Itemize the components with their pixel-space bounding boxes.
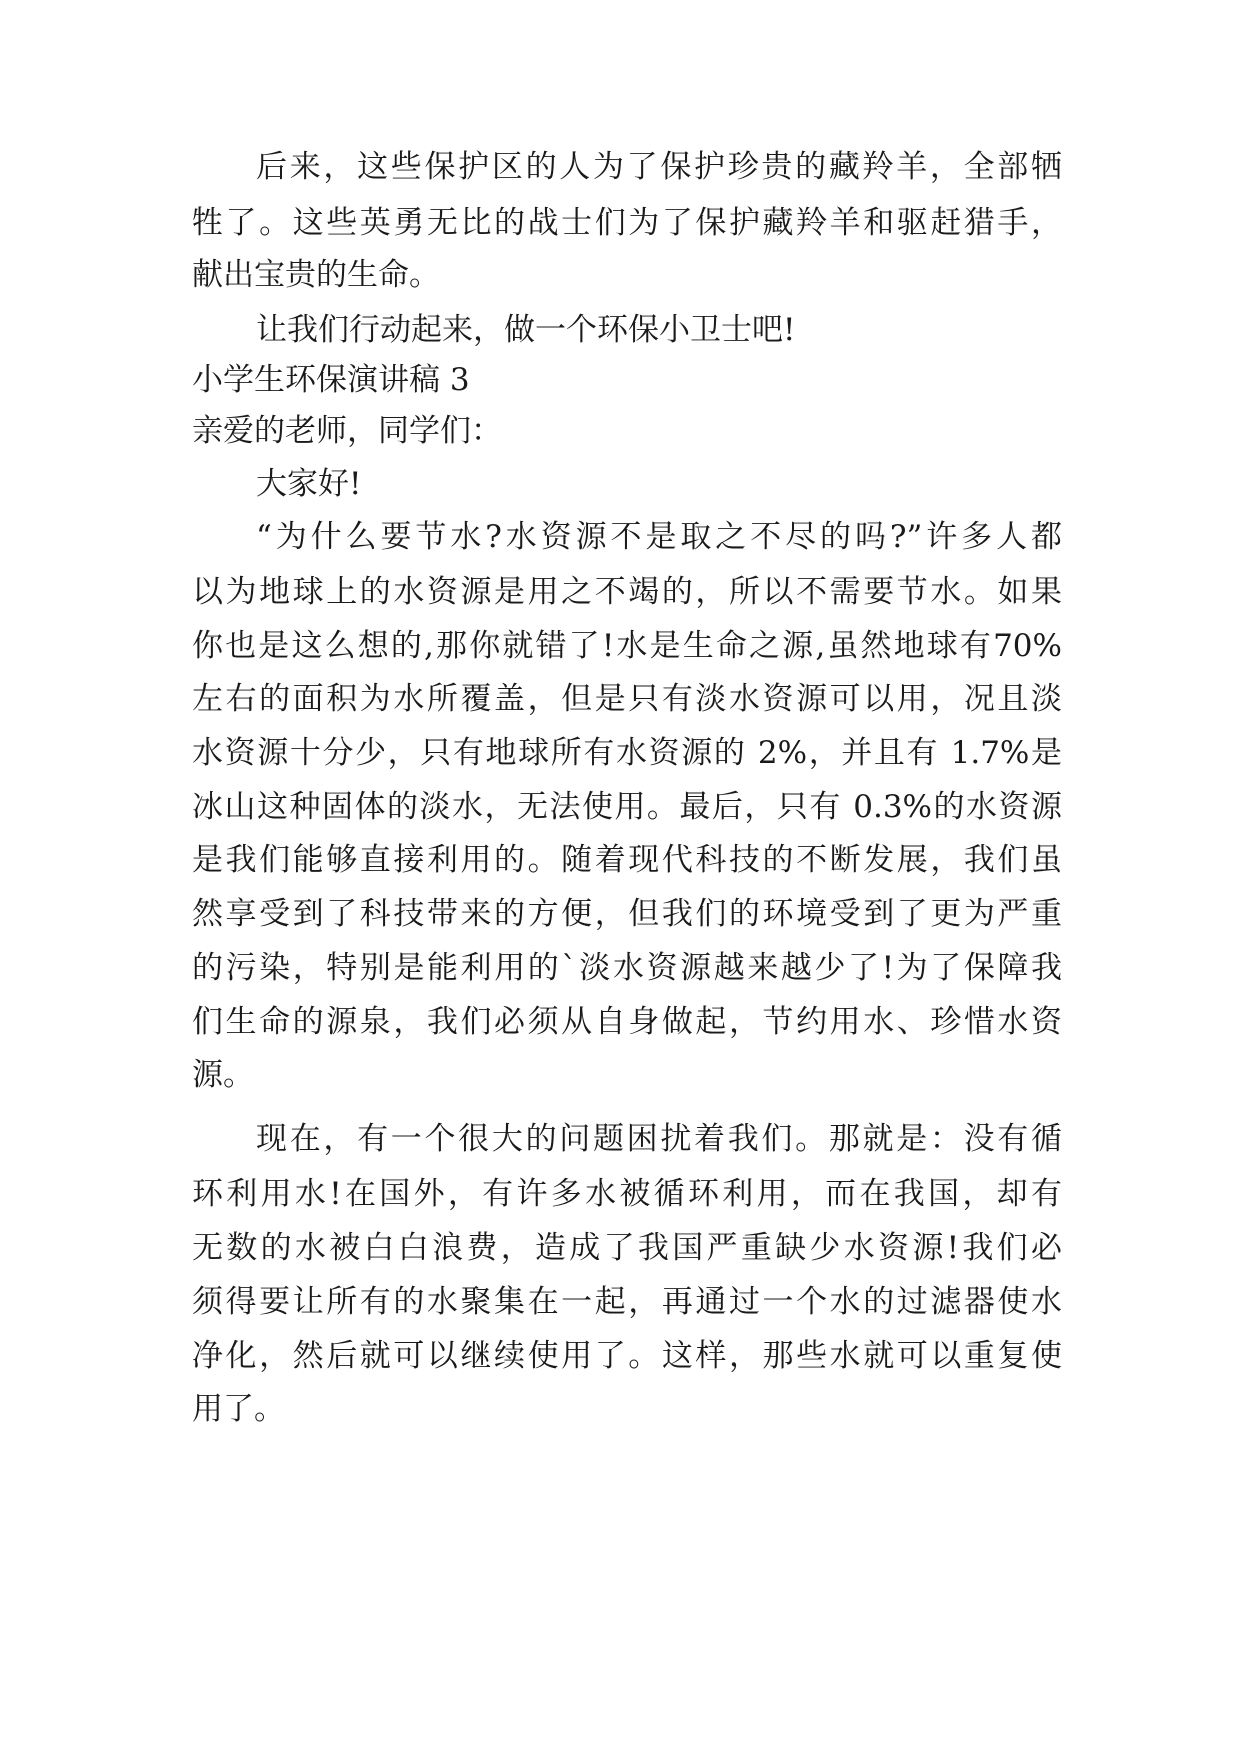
paragraph-line: 牲了。这些英勇无比的战士们为了保护藏羚羊和驱赶猎手， xyxy=(192,205,1062,241)
paragraph-line: 无数的水被白白浪费，造成了我国严重缺少水资源!我们必 xyxy=(192,1230,1062,1266)
paragraph-line: 你也是这么想的,那你就错了!水是生命之源,虽然地球有70% xyxy=(192,628,1062,664)
paragraph-line: 现在，有一个很大的问题困扰着我们。那就是：没有循 xyxy=(256,1121,1062,1157)
paragraph-line: 左右的面积为水所覆盖，但是只有淡水资源可以用，况且淡 xyxy=(192,681,1062,717)
paragraph-line: 用了。 xyxy=(192,1391,285,1427)
paragraph-line: 们生命的源泉，我们必须从自身做起，节约用水、珍惜水资 xyxy=(192,1004,1062,1040)
paragraph-line: 的污染，特别是能利用的`淡水资源越来越少了!为了保障我 xyxy=(192,950,1062,986)
paragraph-line: 后来，这些保护区的人为了保护珍贵的藏羚羊，全部牺 xyxy=(256,149,1062,185)
paragraph-line: 净化，然后就可以继续使用了。这样，那些水就可以重复使 xyxy=(192,1338,1062,1374)
paragraph-line: 源。 xyxy=(192,1057,254,1093)
section-title: 小学生环保演讲稿 3 xyxy=(192,362,470,398)
paragraph-line: “为什么要节水?水资源不是取之不尽的吗?”许多人都 xyxy=(256,519,1062,555)
closing-line: 让我们行动起来，做一个环保小卫士吧! xyxy=(256,312,796,348)
paragraph-line: 须得要让所有的水聚集在一起，再通过一个水的过滤器使水 xyxy=(192,1284,1062,1320)
paragraph-line: 以为地球上的水资源是用之不竭的，所以不需要节水。如果 xyxy=(192,574,1062,610)
greeting: 大家好! xyxy=(256,466,362,502)
paragraph-line: 然享受到了科技带来的方便，但我们的环境受到了更为严重 xyxy=(192,896,1062,932)
paragraph-line: 环利用水!在国外，有许多水被循环利用，而在我国，却有 xyxy=(192,1176,1062,1212)
paragraph-line: 是我们能够直接利用的。随着现代科技的不断发展，我们虽 xyxy=(192,842,1062,878)
paragraph-line: 冰山这种固体的淡水，无法使用。最后，只有 0.3%的水资源 xyxy=(192,789,1062,825)
salutation: 亲爱的老师，同学们： xyxy=(192,413,502,449)
paragraph-line: 献出宝贵的生命。 xyxy=(192,257,440,293)
paragraph-line: 水资源十分少，只有地球所有水资源的 2%，并且有 1.7%是 xyxy=(192,735,1062,771)
